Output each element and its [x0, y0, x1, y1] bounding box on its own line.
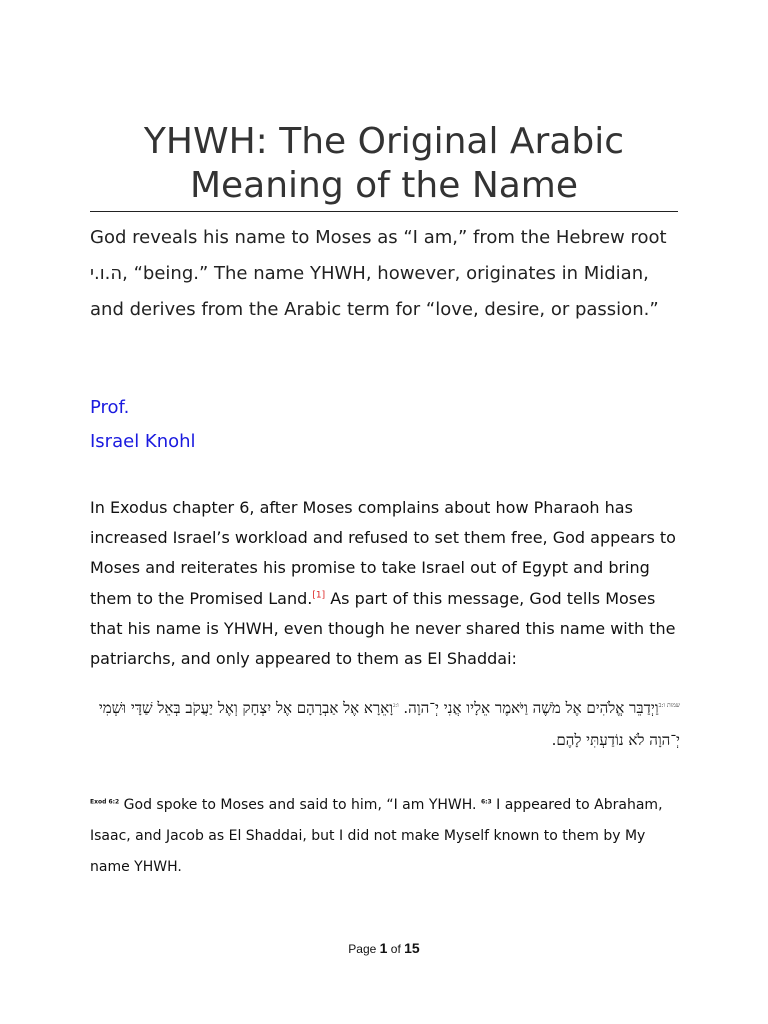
current-page-number: 1 [379, 940, 388, 956]
translation-verse-text-1: God spoke to Moses and said to him, “I am YHWH. [119, 797, 481, 813]
article-title: YHWH: The Original Arabic Meaning of the Name [143, 121, 625, 206]
footnote-link[interactable]: [1] [312, 590, 326, 601]
body-text-part-1: In Exodus chapter 6, after Moses complains about how Pharaoh has increased Israel’s workload and refused to set them free, God appears to Moses and reiterates his promise to take Israel out of Egypt and bring them to the Promised Land. [90, 498, 676, 608]
english-translation [90, 790, 685, 883]
translation-verse-ref-2: 6:3 [480, 798, 492, 806]
body-paragraph [90, 493, 680, 674]
of-label: of [390, 942, 401, 956]
article-subtitle: God reveals his name to Moses as “I am,” from the Hebrew root ה.ו.י, “being.” The name YHWH, however, originates in Midian, and derives from the Arabic term for “love, desire, or passion.” [90, 227, 667, 320]
hebrew-verse-ref-2: ו:ג [393, 702, 399, 709]
title-divider [90, 211, 678, 212]
author-title-link[interactable]: Prof. [90, 397, 130, 418]
hebrew-verse-text-1: וַיְדַבֵּר אֱלֹהִים אֶל מֹשֶׁה וַיֹּאמֶר אֵלָיו אֲנִי יְ־הוָה. [398, 699, 659, 717]
page-label: Page [348, 942, 377, 956]
hebrew-verse-text-2: וָאֵרָא אֶל אַבְרָהָם אֶל יִצְחָק וְאֶל יַעֲקֹב בְּאֵל שַׁדָּי וּשְׁמִי יְ־הוָה לֹא נוֹדַעְתִּי לָהֶם. [98, 699, 680, 749]
total-pages-number: 15 [404, 940, 420, 956]
hebrew-verse-ref-1: שמות ו:ב [658, 702, 680, 709]
hebrew-scripture-quote [90, 692, 680, 756]
translation-verse-ref-1: Exod 6:2 [90, 798, 120, 806]
page-footer [0, 940, 768, 956]
author-name-link[interactable]: Israel Knohl [90, 431, 196, 452]
translation-verse-text-2: I appeared to Abraham, Isaac, and Jacob as El Shaddai, but I did not make Myself known to them by My name YHWH. [90, 797, 663, 875]
body-text-part-2: As part of this message, God tells Moses that his name is YHWH, even though he never shared this name with the patriarchs, and only appeared to them as El Shaddai: [90, 588, 676, 669]
